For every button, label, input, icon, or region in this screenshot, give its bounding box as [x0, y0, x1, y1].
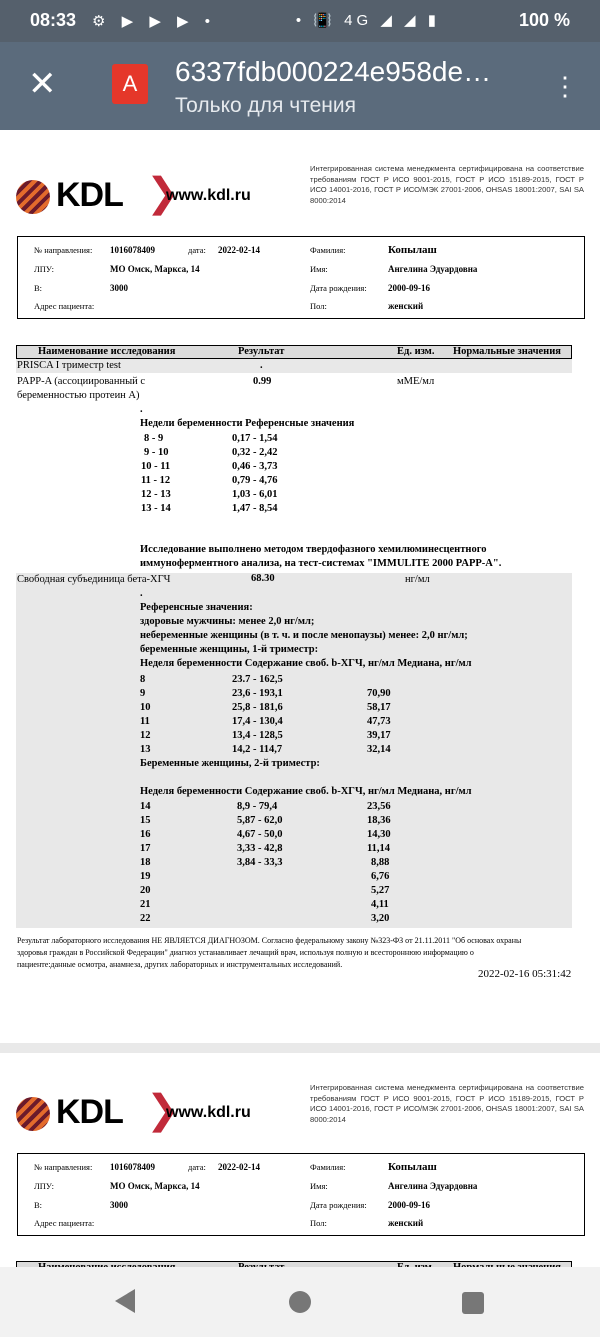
close-icon[interactable]: ✕: [28, 65, 57, 103]
pappa-range: 0,32 - 2,42: [232, 447, 278, 458]
lpu-value: МО Омск, Маркса, 14: [110, 1181, 200, 1191]
lpu-label: ЛПУ:: [34, 264, 54, 274]
kdl-logo: [16, 1093, 140, 1137]
v-value: 3000: [110, 283, 128, 293]
hcg-median: 4,11: [371, 899, 389, 910]
name-value: Ангелина Эдуардовна: [388, 264, 478, 274]
hcg-week: 16: [140, 829, 151, 840]
hcg-median: 5,27: [371, 885, 390, 896]
patient-header-box: [17, 1153, 585, 1236]
lpu-value: МО Омск, Маркса, 14: [110, 264, 200, 274]
referral-value: 1016078409: [110, 1162, 155, 1172]
pappa-range: 1,03 - 6,01: [232, 489, 278, 500]
prisca-result: .: [260, 360, 263, 371]
sex-value: женский: [388, 301, 424, 311]
date-value: 2022-02-14: [218, 245, 260, 255]
status-bar: [0, 0, 600, 42]
address-label: Адрес пациента:: [34, 301, 95, 311]
hcg-range: 13,4 - 128,5: [232, 730, 283, 741]
surname-label: Фамилия:: [310, 1162, 346, 1172]
pappa-method-1: Исследование выполнено методом твердофазного хемилюминесцентного: [140, 544, 487, 555]
pappa-unit: мМЕ/мл: [397, 376, 435, 387]
name-label: Имя:: [310, 1181, 328, 1191]
hcg-range: 23,6 - 193,1: [232, 688, 283, 699]
hcg-range: 5,87 - 62,0: [237, 815, 283, 826]
col-result: Результат: [238, 346, 285, 357]
clock: 08:33: [30, 10, 77, 30]
pappa-method-2: иммуноферментного анализа, на тест-системах "IMMULITE 2000 PAPP-A".: [140, 558, 502, 569]
pappa-ref-header: Недели беременности Референсные значения: [140, 418, 355, 429]
v-label: В:: [34, 1200, 43, 1210]
hcg-week: 19: [140, 871, 151, 882]
hcg-nonpreg: небеременные женщины (в т. ч. и после менопаузы) менее: 2,0 нг/мл;: [140, 630, 468, 641]
hcg-median: 70,90: [367, 688, 391, 699]
read-only-label: Только для чтения: [175, 94, 356, 117]
prisca-name: PRISCA I триместр test: [17, 360, 121, 371]
battery-level: 100 %: [518, 10, 570, 30]
hcg-median: 47,73: [367, 716, 391, 727]
sex-value: женский: [388, 1218, 424, 1228]
name-label: Имя:: [310, 264, 328, 274]
hcg-week: 14: [140, 801, 151, 812]
date-value: 2022-02-14: [218, 1162, 260, 1172]
recents-icon[interactable]: [462, 1292, 484, 1314]
date-label: дата:: [188, 245, 206, 255]
disclaimer-line-2: здоровья граждан в Российской Федерации" диагноз устанавливает лечащий врач, используя полную и всестороннюю информацию о: [17, 948, 474, 957]
app-bar: [0, 42, 600, 130]
hcg-week: 10: [140, 702, 151, 713]
notification-icons: ⚙ ▶ ▶ ▶ •: [92, 13, 216, 30]
pappa-week: 9 - 10: [144, 447, 169, 458]
birth-label: Дата рождения:: [310, 1200, 367, 1210]
hcg-median: 11,14: [367, 843, 391, 854]
page-gap: [0, 1043, 600, 1053]
hcg-median: 14,30: [367, 829, 391, 840]
logo-text: KDL: [56, 176, 123, 214]
birth-value: 2000-09-16: [388, 1200, 430, 1210]
patient-header-box: [17, 236, 585, 319]
pappa-week: 11 - 12: [141, 475, 171, 486]
hcg-median: 6,76: [371, 871, 390, 882]
hcg-median: 18,36: [367, 815, 391, 826]
hcg-median: 39,17: [367, 730, 391, 741]
pdf-file-icon: A: [112, 64, 148, 104]
lpu-label: ЛПУ:: [34, 1181, 54, 1191]
logo-chevron-icon: ❯: [146, 1088, 180, 1132]
hcg-col-header: Неделя беременности Содержание своб. b-ХГЧ, нг/мл Медиана, нг/мл: [140, 658, 472, 669]
pappa-result: 0.99: [253, 376, 272, 387]
col-norm: Нормальные значения: [453, 346, 561, 357]
referral-label: № направления:: [34, 245, 93, 255]
hcg-week: 20: [140, 885, 151, 896]
pappa-week: 13 - 14: [141, 503, 171, 514]
sex-label: Пол:: [310, 1218, 327, 1228]
hcg-week: 17: [140, 843, 151, 854]
hcg-week: 9: [140, 688, 146, 699]
hcg-range: 8,9 - 79,4: [237, 801, 278, 812]
hcg-dot: .: [140, 588, 143, 599]
hcg-range: 3,84 - 33,3: [237, 857, 283, 868]
surname-label: Фамилия:: [310, 245, 346, 255]
hcg-range: 23.7 - 162,5: [232, 674, 283, 685]
pappa-week: 12 - 13: [141, 489, 171, 500]
hcg-range: 14,2 - 114,7: [232, 744, 283, 755]
pappa-range: 0,46 - 3,73: [232, 461, 278, 472]
hcg-result: 68.30: [251, 573, 275, 584]
system-nav-bar: [0, 1267, 600, 1337]
hcg-range: 3,33 - 42,8: [237, 843, 283, 854]
certification-text: Интегрированная система менеджмента сертифицирована на соответствие требованиям ГОСТ Р ИСО 9001-2015, ГОСТ Р ИСО 15189-2015, ГОСТ Р ИСО 14001-2016, ГОСТ Р ИСО/МЭК 27001-2006, OHSAS 18001:2007, SAI SA 8000:2014: [310, 164, 584, 205]
date-label: дата:: [188, 1162, 206, 1172]
hcg-unit: нг/мл: [405, 574, 430, 585]
certification-text: Интегрированная система менеджмента сертифицирована на соответствие требованиям ГОСТ Р ИСО 9001-2015, ГОСТ Р ИСО 15189-2015, ГОСТ Р ИСО 14001-2016, ГОСТ Р ИСО/МЭК 27001-2006, OHSAS 18001:2007, SAI SA 8000:2014: [310, 1083, 584, 1124]
logo-chevron-icon: ❯: [146, 171, 180, 215]
hcg-week: 11: [140, 716, 150, 727]
site-url: www.kdl.ru: [166, 187, 251, 204]
home-icon[interactable]: [289, 1291, 311, 1313]
hcg-range: 25,8 - 181,6: [232, 702, 283, 713]
hcg-median: 23,56: [367, 801, 391, 812]
pappa-dot: .: [140, 404, 143, 415]
pdf-page-1: [0, 130, 600, 1043]
more-options-icon[interactable]: ⋮: [552, 71, 578, 101]
pappa-week: 10 - 11: [141, 461, 171, 472]
hcg-week: 8: [140, 674, 146, 685]
hcg-col-header-2: Неделя беременности Содержание своб. b-ХГЧ, нг/мл Медиана, нг/мл: [140, 786, 472, 797]
disclaimer-line-1: Результат лабораторного исследования НЕ ЯВЛЯЕТСЯ ДИАГНОЗОМ. Согласно федеральному закону №323-ФЗ от 21.11.2011 "Об основах охраны: [17, 936, 522, 945]
v-value: 3000: [110, 1200, 128, 1210]
pdf-viewer[interactable]: [0, 130, 600, 1267]
hcg-week: 13: [140, 744, 151, 755]
referral-label: № направления:: [34, 1162, 93, 1172]
surname-value: Копылаш: [388, 1161, 437, 1173]
hcg-men: здоровые мужчины: менее 2,0 нг/мл;: [140, 616, 315, 627]
v-label: В:: [34, 283, 43, 293]
pdf-page-2: [0, 1053, 600, 1267]
disclaimer-line-3: пациенте:данные осмотра, анамнеза, других лабораторных и инструментальных исследований.: [17, 960, 343, 969]
hcg-week: 15: [140, 815, 151, 826]
kdl-logo: [16, 176, 140, 220]
hcg-tri2-title: Беременные женщины, 2-й триместр:: [140, 758, 320, 769]
hcg-week: 12: [140, 730, 151, 741]
pappa-range: 1,47 - 8,54: [232, 503, 278, 514]
hcg-tri1-title: беременные женщины, 1-й триместр:: [140, 644, 319, 655]
system-icons: • 📳 4G ◢ ◢ ▮: [295, 12, 440, 29]
logo-ball-icon: [16, 1097, 50, 1131]
hcg-name: Свободная субъединица бета-ХГЧ: [17, 574, 171, 585]
hcg-median: 32,14: [367, 744, 391, 755]
hcg-week: 21: [140, 899, 151, 910]
address-label: Адрес пациента:: [34, 1218, 95, 1228]
document-title: 6337fdb000224e958de…: [175, 56, 492, 87]
pappa-week: 8 - 9: [144, 433, 164, 444]
hcg-week: 22: [140, 913, 151, 924]
pappa-name-1: PAPP-A (ассоциированный с: [17, 376, 146, 387]
pappa-name-2: беременностью протеин А): [17, 390, 140, 401]
sex-label: Пол:: [310, 301, 327, 311]
hcg-range: 17,4 - 130,4: [232, 716, 283, 727]
surname-value: Копылаш: [388, 244, 437, 256]
back-icon[interactable]: [115, 1289, 135, 1313]
hcg-range: 4,67 - 50,0: [237, 829, 283, 840]
col-unit: Ед. изм.: [397, 346, 435, 357]
hcg-ref-title: Референсные значения:: [140, 602, 253, 613]
referral-value: 1016078409: [110, 245, 155, 255]
birth-value: 2000-09-16: [388, 283, 430, 293]
pappa-range: 0,17 - 1,54: [232, 433, 278, 444]
col-name: Наименование исследования: [38, 346, 176, 357]
site-url: www.kdl.ru: [166, 1104, 251, 1121]
hcg-median: 8,88: [371, 857, 390, 868]
name-value: Ангелина Эдуардовна: [388, 1181, 478, 1191]
logo-text: KDL: [56, 1093, 123, 1131]
hcg-week: 18: [140, 857, 151, 868]
hcg-median: 58,17: [367, 702, 391, 713]
birth-label: Дата рождения:: [310, 283, 367, 293]
report-timestamp: 2022-02-16 05:31:42: [478, 968, 572, 980]
pappa-range: 0,79 - 4,76: [232, 475, 278, 486]
logo-ball-icon: [16, 180, 50, 214]
results-table-header: [16, 345, 572, 359]
hcg-median: 3,20: [371, 913, 390, 924]
